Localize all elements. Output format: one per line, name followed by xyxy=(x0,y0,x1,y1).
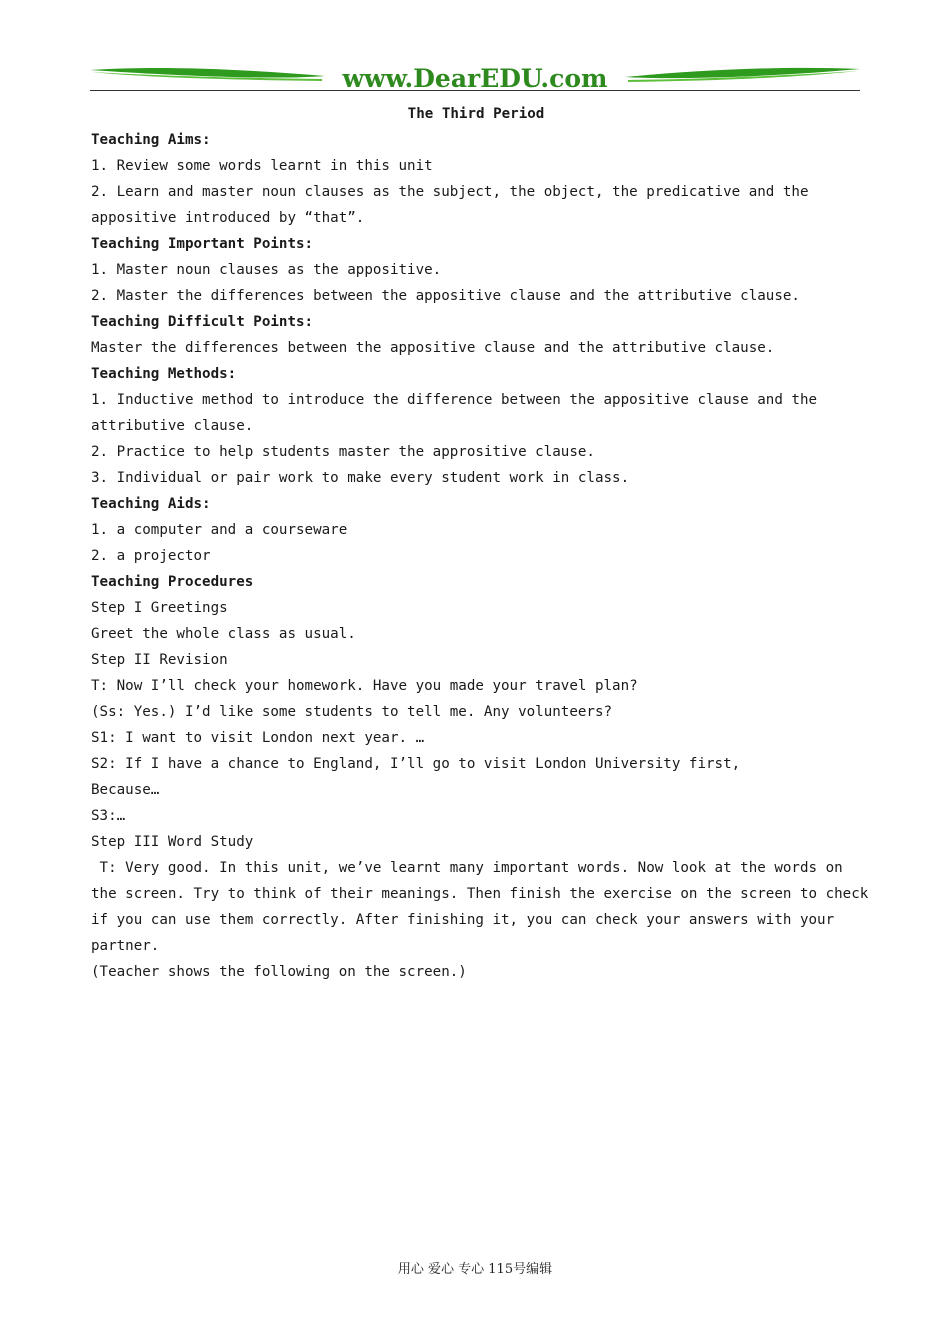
text-line: appositive introduced by “that”. xyxy=(91,210,365,226)
section-heading: Teaching Methods: xyxy=(91,366,237,382)
text-lines xyxy=(91,127,869,985)
site-logo-text: www.DearEDU.com xyxy=(342,64,608,93)
text-line: 3. Individual or pair work to make every student work in class. xyxy=(91,470,630,486)
text-line: (Ss: Yes.) I’d like some students to tell me. Any volunteers? xyxy=(91,704,613,720)
text-line: if you can use them correctly. After finishing it, you can check your answers with your xyxy=(91,912,835,928)
text-line: Greet the whole class as usual. xyxy=(91,626,356,642)
section-heading: Teaching Aims: xyxy=(91,132,211,148)
text-line: 2. Practice to help students master the apprositive clause. xyxy=(91,444,595,460)
text-line: (Teacher shows the following on the screen.) xyxy=(91,964,467,980)
text-line: T: Now I’ll check your homework. Have you made your travel plan? xyxy=(91,678,638,694)
text-line: 1. a computer and a courseware xyxy=(91,522,348,538)
text-line: 1. Inductive method to introduce the difference between the appositive clause and the xyxy=(91,392,818,408)
text-line: Step II Revision xyxy=(91,652,228,668)
header-divider xyxy=(90,90,860,91)
text-line: the screen. Try to think of their meanings. Then finish the exercise on the screen to check xyxy=(91,886,869,902)
text-line: 2. Master the differences between the appositive clause and the attributive clause. xyxy=(91,288,800,304)
text-line: 2. a projector xyxy=(91,548,211,564)
text-line: attributive clause. xyxy=(91,418,254,434)
text-line: S2: If I have a chance to England, I’ll go to visit London University first, xyxy=(91,756,741,772)
text-line: Step III Word Study xyxy=(91,834,254,850)
section-heading: Teaching Aids: xyxy=(91,496,211,512)
text-line: partner. xyxy=(91,938,160,954)
section-heading: Teaching Important Points: xyxy=(91,236,314,252)
text-line: S3:… xyxy=(91,808,126,824)
text-line: Step I Greetings xyxy=(91,600,228,616)
text-line: 2. Learn and master noun clauses as the subject, the object, the predicative and the xyxy=(91,184,809,200)
document-body xyxy=(91,101,869,985)
text-line: 1. Review some words learnt in this unit xyxy=(91,158,433,174)
section-heading: Teaching Difficult Points: xyxy=(91,314,314,330)
text-line: S1: I want to visit London next year. … xyxy=(91,730,425,746)
text-line: Because… xyxy=(91,782,160,798)
page-footer: 用心 爱心 专心 115号编辑 xyxy=(397,1262,553,1277)
text-line: T: Very good. In this unit, we’ve learnt many important words. Now look at the words on xyxy=(91,860,843,876)
section-heading: Teaching Procedures xyxy=(91,574,254,590)
page-title: The Third Period xyxy=(407,106,545,122)
text-line: Master the differences between the appositive clause and the attributive clause. xyxy=(91,340,775,356)
text-line: 1. Master noun clauses as the appositive. xyxy=(91,262,442,278)
